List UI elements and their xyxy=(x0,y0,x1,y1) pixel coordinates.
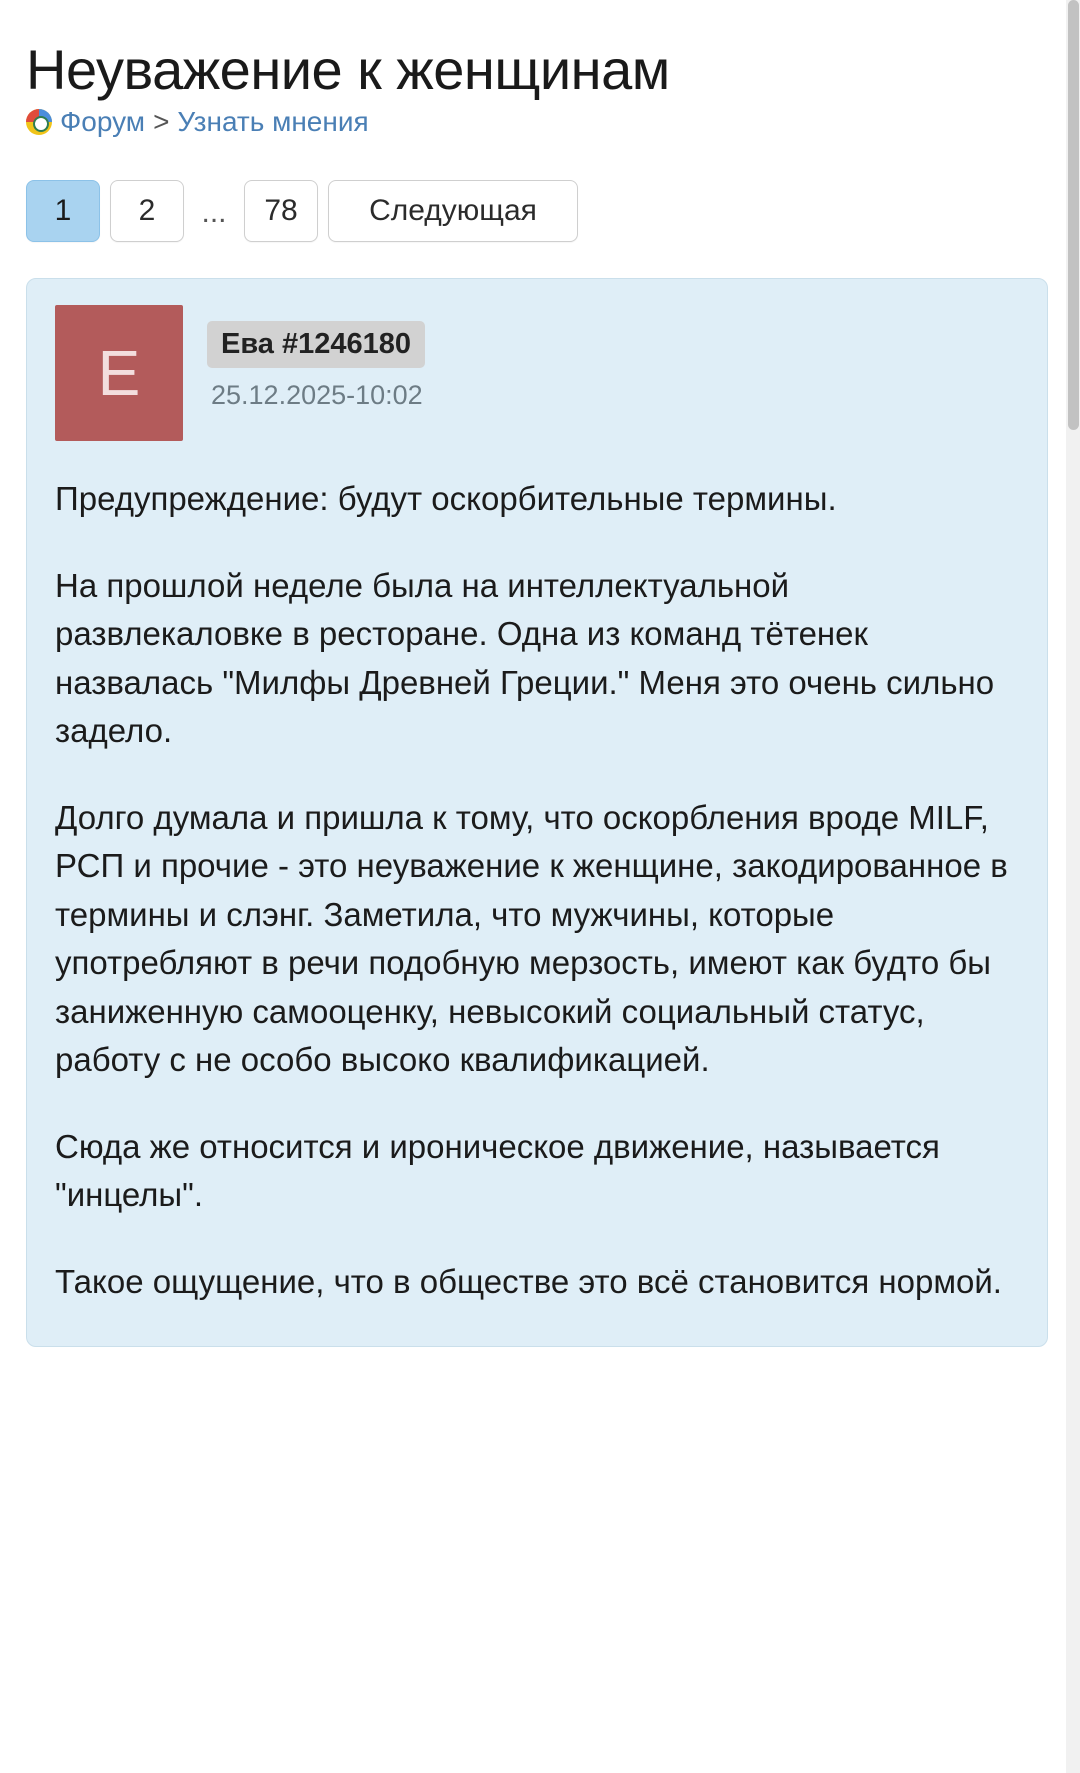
post-paragraph: Предупреждение: будут оскорбительные термины. xyxy=(55,480,837,518)
pagination-ellipsis: ... xyxy=(201,196,227,230)
post-header xyxy=(55,305,1019,441)
pagination-last-page[interactable]: 78 xyxy=(244,180,318,242)
post-author: Ева #1246180 xyxy=(207,321,425,368)
pagination-page-1[interactable]: 1 xyxy=(26,180,100,242)
forum-favicon-icon xyxy=(26,109,52,135)
pagination xyxy=(26,180,1046,242)
page-title: Неуважение к женщинам xyxy=(26,38,670,101)
breadcrumb-root-link[interactable]: Форум xyxy=(60,106,146,138)
pagination-page-2[interactable]: 2 xyxy=(110,180,184,242)
post-timestamp: 25.12.2025-10:02 xyxy=(211,380,423,411)
breadcrumb-section-link[interactable]: Узнать мнения xyxy=(177,106,369,138)
post-paragraph: На прошлой неделе была на интеллектуальной развлекаловке в ресторане. Одна из команд тётенек назвалась "Милфы Древней Греции." Меня это очень сильно задело. xyxy=(55,566,995,750)
post-paragraph: Такое ощущение, что в обществе это всё становится нормой. xyxy=(55,1262,1002,1300)
post-body xyxy=(55,475,1019,1306)
pagination-next-button[interactable]: Следующая xyxy=(328,180,578,242)
post-meta xyxy=(207,305,425,411)
breadcrumb xyxy=(26,106,1046,138)
post-paragraph: Долго думала и пришла к тому, что оскорбления вроде MILF, РСП и прочие - это неуважение к женщине, закодированное в термины и слэнг. Заметила, что мужчины, которые употребляют в речи подобную мерзость, имеют как будто бы заниженную самооценку, невысокий социальный статус, работу с не особо высоко квалификацией. xyxy=(55,798,1008,1079)
avatar: E xyxy=(55,305,183,441)
post-card xyxy=(26,278,1048,1347)
post-paragraph: Сюда же относится и ироническое движение, называется "инцелы". xyxy=(55,1127,940,1214)
scrollbar-thumb[interactable] xyxy=(1068,0,1079,430)
vertical-scrollbar[interactable] xyxy=(1066,0,1080,1773)
breadcrumb-separator: > xyxy=(153,106,170,138)
